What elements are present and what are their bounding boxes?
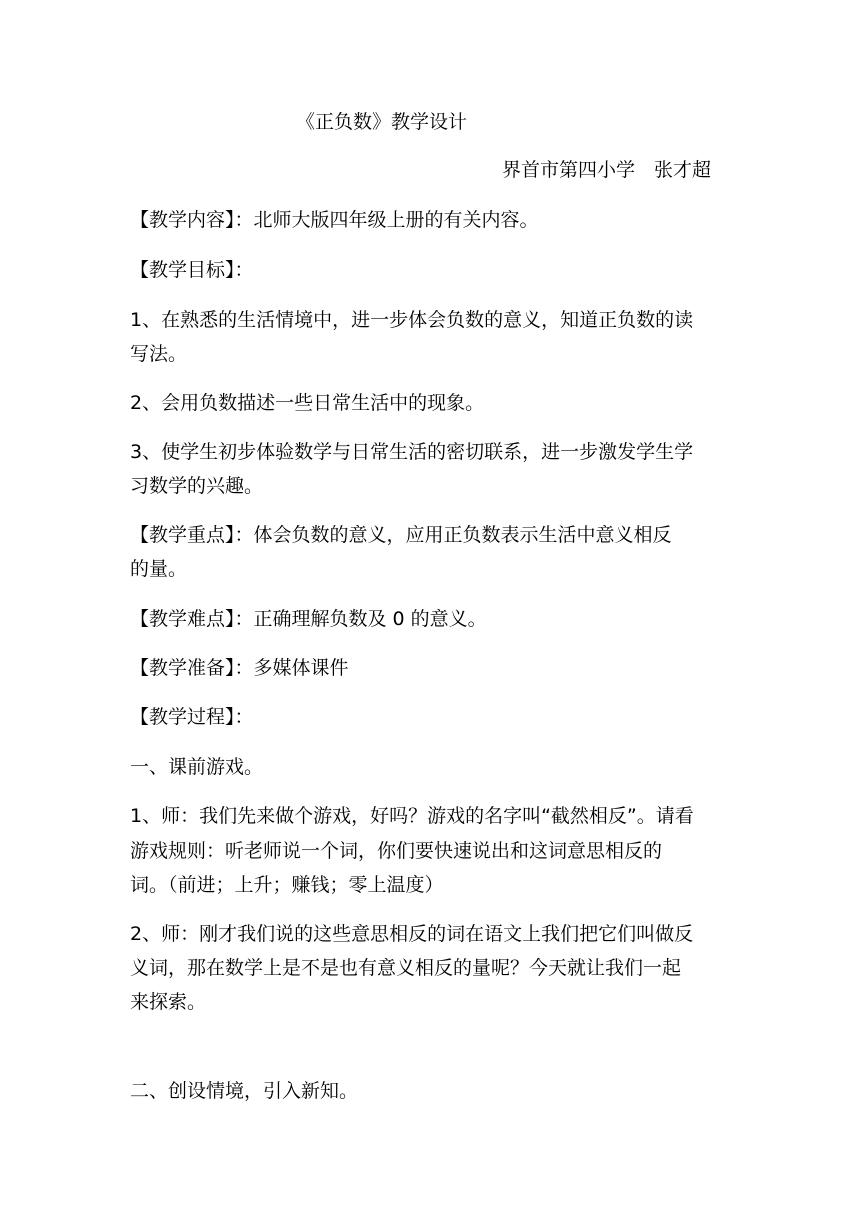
process-heading: 【教学过程】： — [130, 706, 254, 728]
step-1-line-2: 游戏规则：听老师说一个词，你们要快速说出和这词意思相反的 — [130, 840, 663, 862]
goal-3-line-2: 习数学的兴趣。 — [130, 475, 264, 497]
step-2-line-3: 来探索。 — [130, 991, 207, 1013]
key-point-line-2: 的量。 — [130, 558, 188, 580]
document-title: 《正负数》教学设计 — [296, 111, 468, 133]
difficulty-line: 【教学难点】：正确理解负数及 0 的意义。 — [130, 608, 487, 630]
goal-1-line-2: 写法。 — [130, 343, 188, 365]
goal-2-line: 2、会用负数描述一些日常生活中的现象。 — [130, 392, 485, 414]
goal-3-line-1: 3、使学生初步体验数学与日常生活的密切联系，进一步激发学生学 — [130, 441, 694, 463]
teaching-goals-heading: 【教学目标】： — [130, 259, 254, 281]
step-1-line-3: 词。（前进；上升；赚钱；零上温度） — [130, 874, 444, 896]
step-1-line-1: 1、师：我们先来做个游戏，好吗？游戏的名字叫“截然相反”。请看 — [130, 805, 694, 827]
key-point-line-1: 【教学重点】：体会负数的意义，应用正负数表示生活中意义相反 — [130, 524, 672, 546]
section-2-heading: 二、创设情境，引入新知。 — [130, 1080, 359, 1102]
teaching-content-line: 【教学内容】：北师大版四年级上册的有关内容。 — [130, 209, 539, 231]
section-1-heading: 一、课前游戏。 — [130, 756, 264, 778]
step-2-line-1: 2、师：刚才我们说的这些意思相反的词在语文上我们把它们叫做反 — [130, 923, 694, 945]
preparation-line: 【教学准备】：多媒体课件 — [130, 657, 349, 679]
step-2-line-2: 义词，那在数学上是不是也有意义相反的量呢？今天就让我们一起 — [130, 957, 682, 979]
goal-1-line-1: 1、在熟悉的生活情境中，进一步体会负数的意义，知道正负数的读 — [130, 309, 694, 331]
author-line: 界首市第四小学 张才超 — [502, 159, 712, 181]
